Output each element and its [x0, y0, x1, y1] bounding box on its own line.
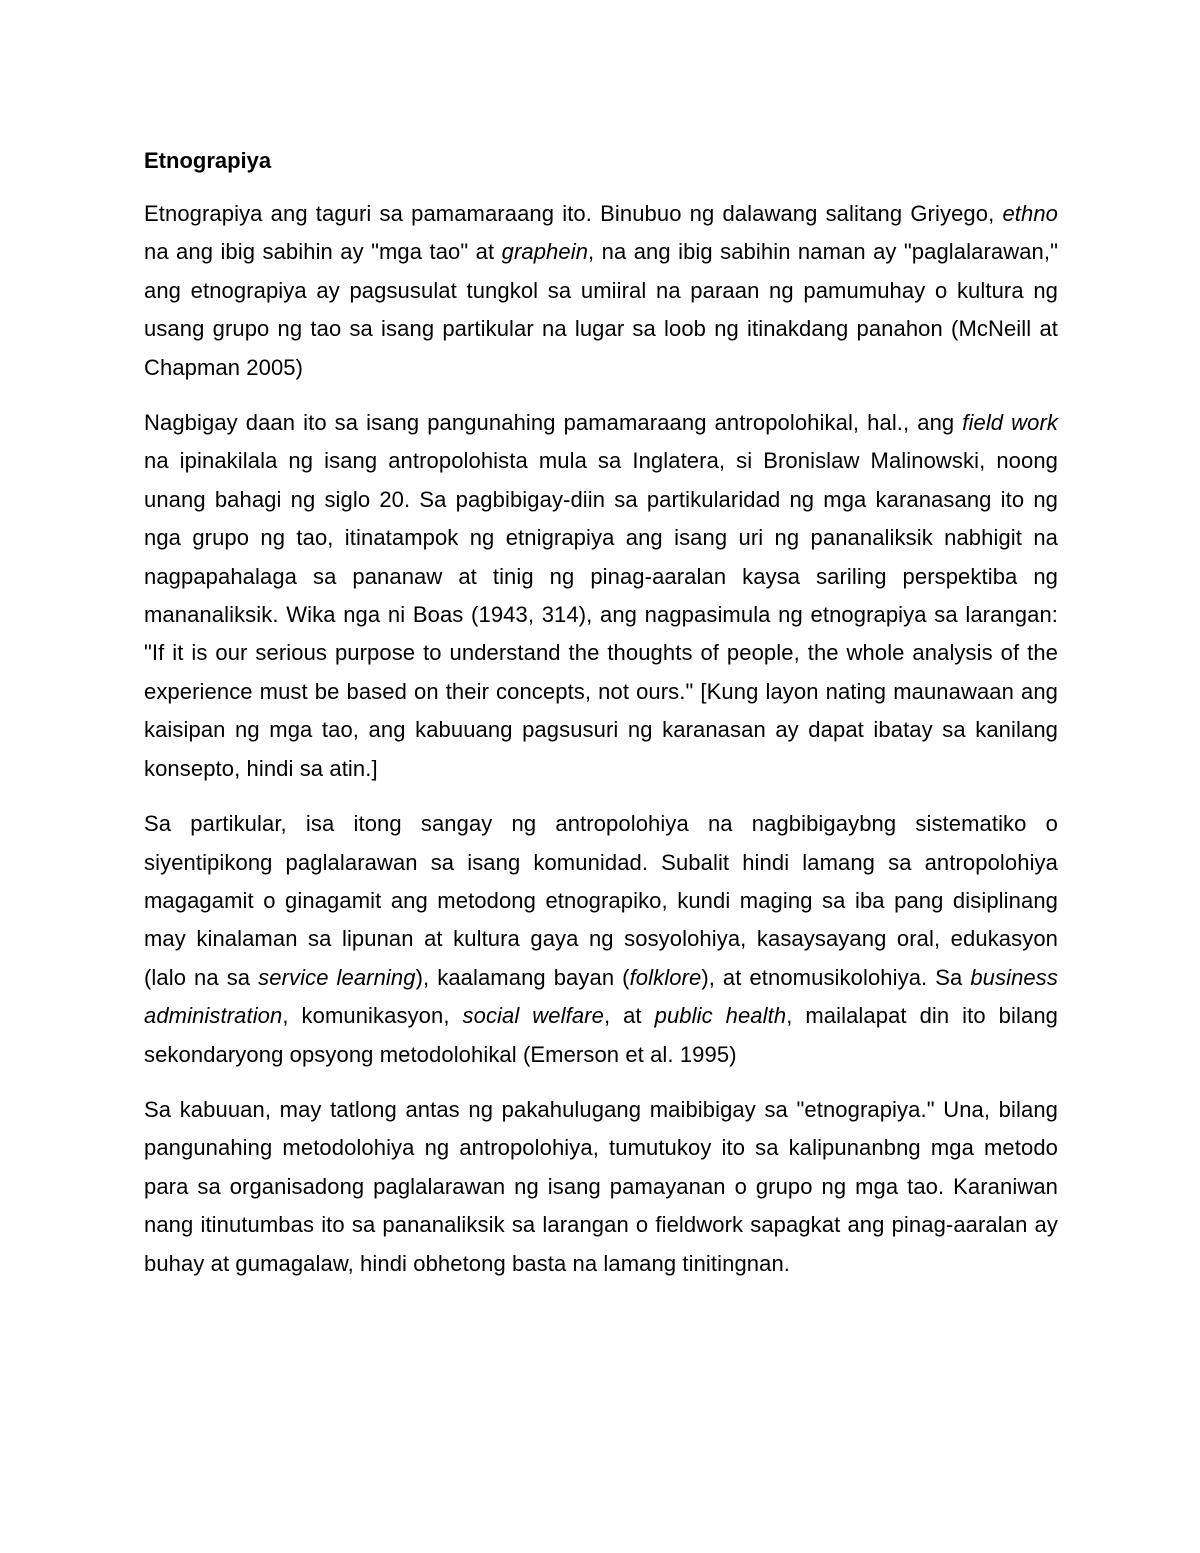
p2-italic-field-work: field work [962, 410, 1059, 436]
p1-text-3: , na ang ibig sabihin naman ay "paglalarawan," ang etnograpiya ay pagsusulat tungkol sa umiiral na paraan ng pamumuhay o kultura ng usang grupo ng tao sa isang partikular na lugar sa loob ng itinakdang panahon (McNeill at Chapman 2005) [144, 239, 1058, 380]
p3-text-2: ), kaalamang bayan ( [415, 964, 630, 990]
p3-italic-business-administration: business administration [144, 964, 1058, 1029]
p1-text-1: Etnograpiya ang taguri sa pamamaraang ito. Binubuo ng dalawang salitang Griyego, [144, 201, 1003, 226]
p4-text-1: Sa kabuuan, may tatlong antas ng pakahulugang maibibigay sa "etnograpiya." Una, bilang pangunahing metodolohiya ng antropolohiya, tumutukoy ito sa kalipunanbng mga metodo para sa organisadong paglalarawan ng isang pamayanan o grupo ng mga tao. Karaniwan nang itinutumbas ito sa pananaliksik sa larangan o fieldwork sapagkat ang pinag-aaralan ay buhay at gumagalaw, hindi obhetong basta na lamang tinitingnan. [144, 1096, 1058, 1276]
p3-text-1: Sa partikular, isa itong sangay ng antropolohiya na nagbibigaybng sistematiko o siyentipikong paglalarawan sa isang komunidad. Subalit hindi lamang sa antropolohiya magagamit o ginagamit ang metodong etnograpiko, kundi maging sa iba pang disiplinang may kinalaman sa lipunan at kultura gaya ng sosyolohiya, kasaysayang oral, edukasyon (lalo na sa [144, 811, 1058, 990]
document-title: Etnograpiya [144, 148, 272, 173]
p3-text-5: , at [603, 1003, 655, 1029]
p3-italic-service-learning: service learning [258, 964, 416, 990]
p3-italic-social-welfare: social welfare [462, 1003, 604, 1029]
document-page [144, 145, 1058, 1300]
p2-text-1: Nagbigay daan ito sa isang pangunahing pamamaraang antropolohikal, hal., ang [144, 410, 963, 436]
paragraph-3 [144, 805, 1058, 1074]
p3-text-4: , komunikasyon, [282, 1003, 463, 1029]
p3-italic-folklore: folklore [629, 964, 702, 990]
paragraph-1 [144, 195, 1058, 387]
paragraph-4 [144, 1091, 1058, 1283]
p1-text-2: na ang ibig sabihin ay "mga tao" at [144, 239, 502, 265]
paragraph-2 [144, 404, 1058, 788]
p3-text-3: ), at etnomusikolohiya. Sa [701, 964, 971, 990]
p1-italic-graphein: graphein [501, 239, 589, 265]
p2-text-2: na ipinakilala ng isang antropolohista mula sa Inglatera, si Bronislaw Malinowski, noong unang bahagi ng siglo 20. Sa pagbibigay-diin sa partikularidad ng mga karanasang ito ng nga grupo ng tao, itinatampok ng etnigrapiya ang isang uri ng pananaliksik nabhigit na nagpapahalaga sa pananaw at tinig ng pinag-aaralan kaysa sariling perspektiba ng mananaliksik. Wika nga ni Boas (1943, 314), ang nagpasimula ng etnograpiya sa larangan: "If it is our serious purpose to understand the thoughts of people, the whole analysis of the experience must be based on their concepts, not ours." [Kung layon nating maunawaan ang kaisipan ng mga tao, ang kabuuang pagsusuri ng karanasan ay dapat ibatay sa kanilang konsepto, hindi sa atin.] [144, 448, 1058, 781]
p1-italic-ethno: ethno [1002, 201, 1058, 226]
p3-italic-public-health: public health [654, 1003, 787, 1029]
p3-text-6: , mailalapat din ito bilang sekondaryong opsyong metodolohikal (Emerson et al. 1995) [144, 1003, 1058, 1067]
